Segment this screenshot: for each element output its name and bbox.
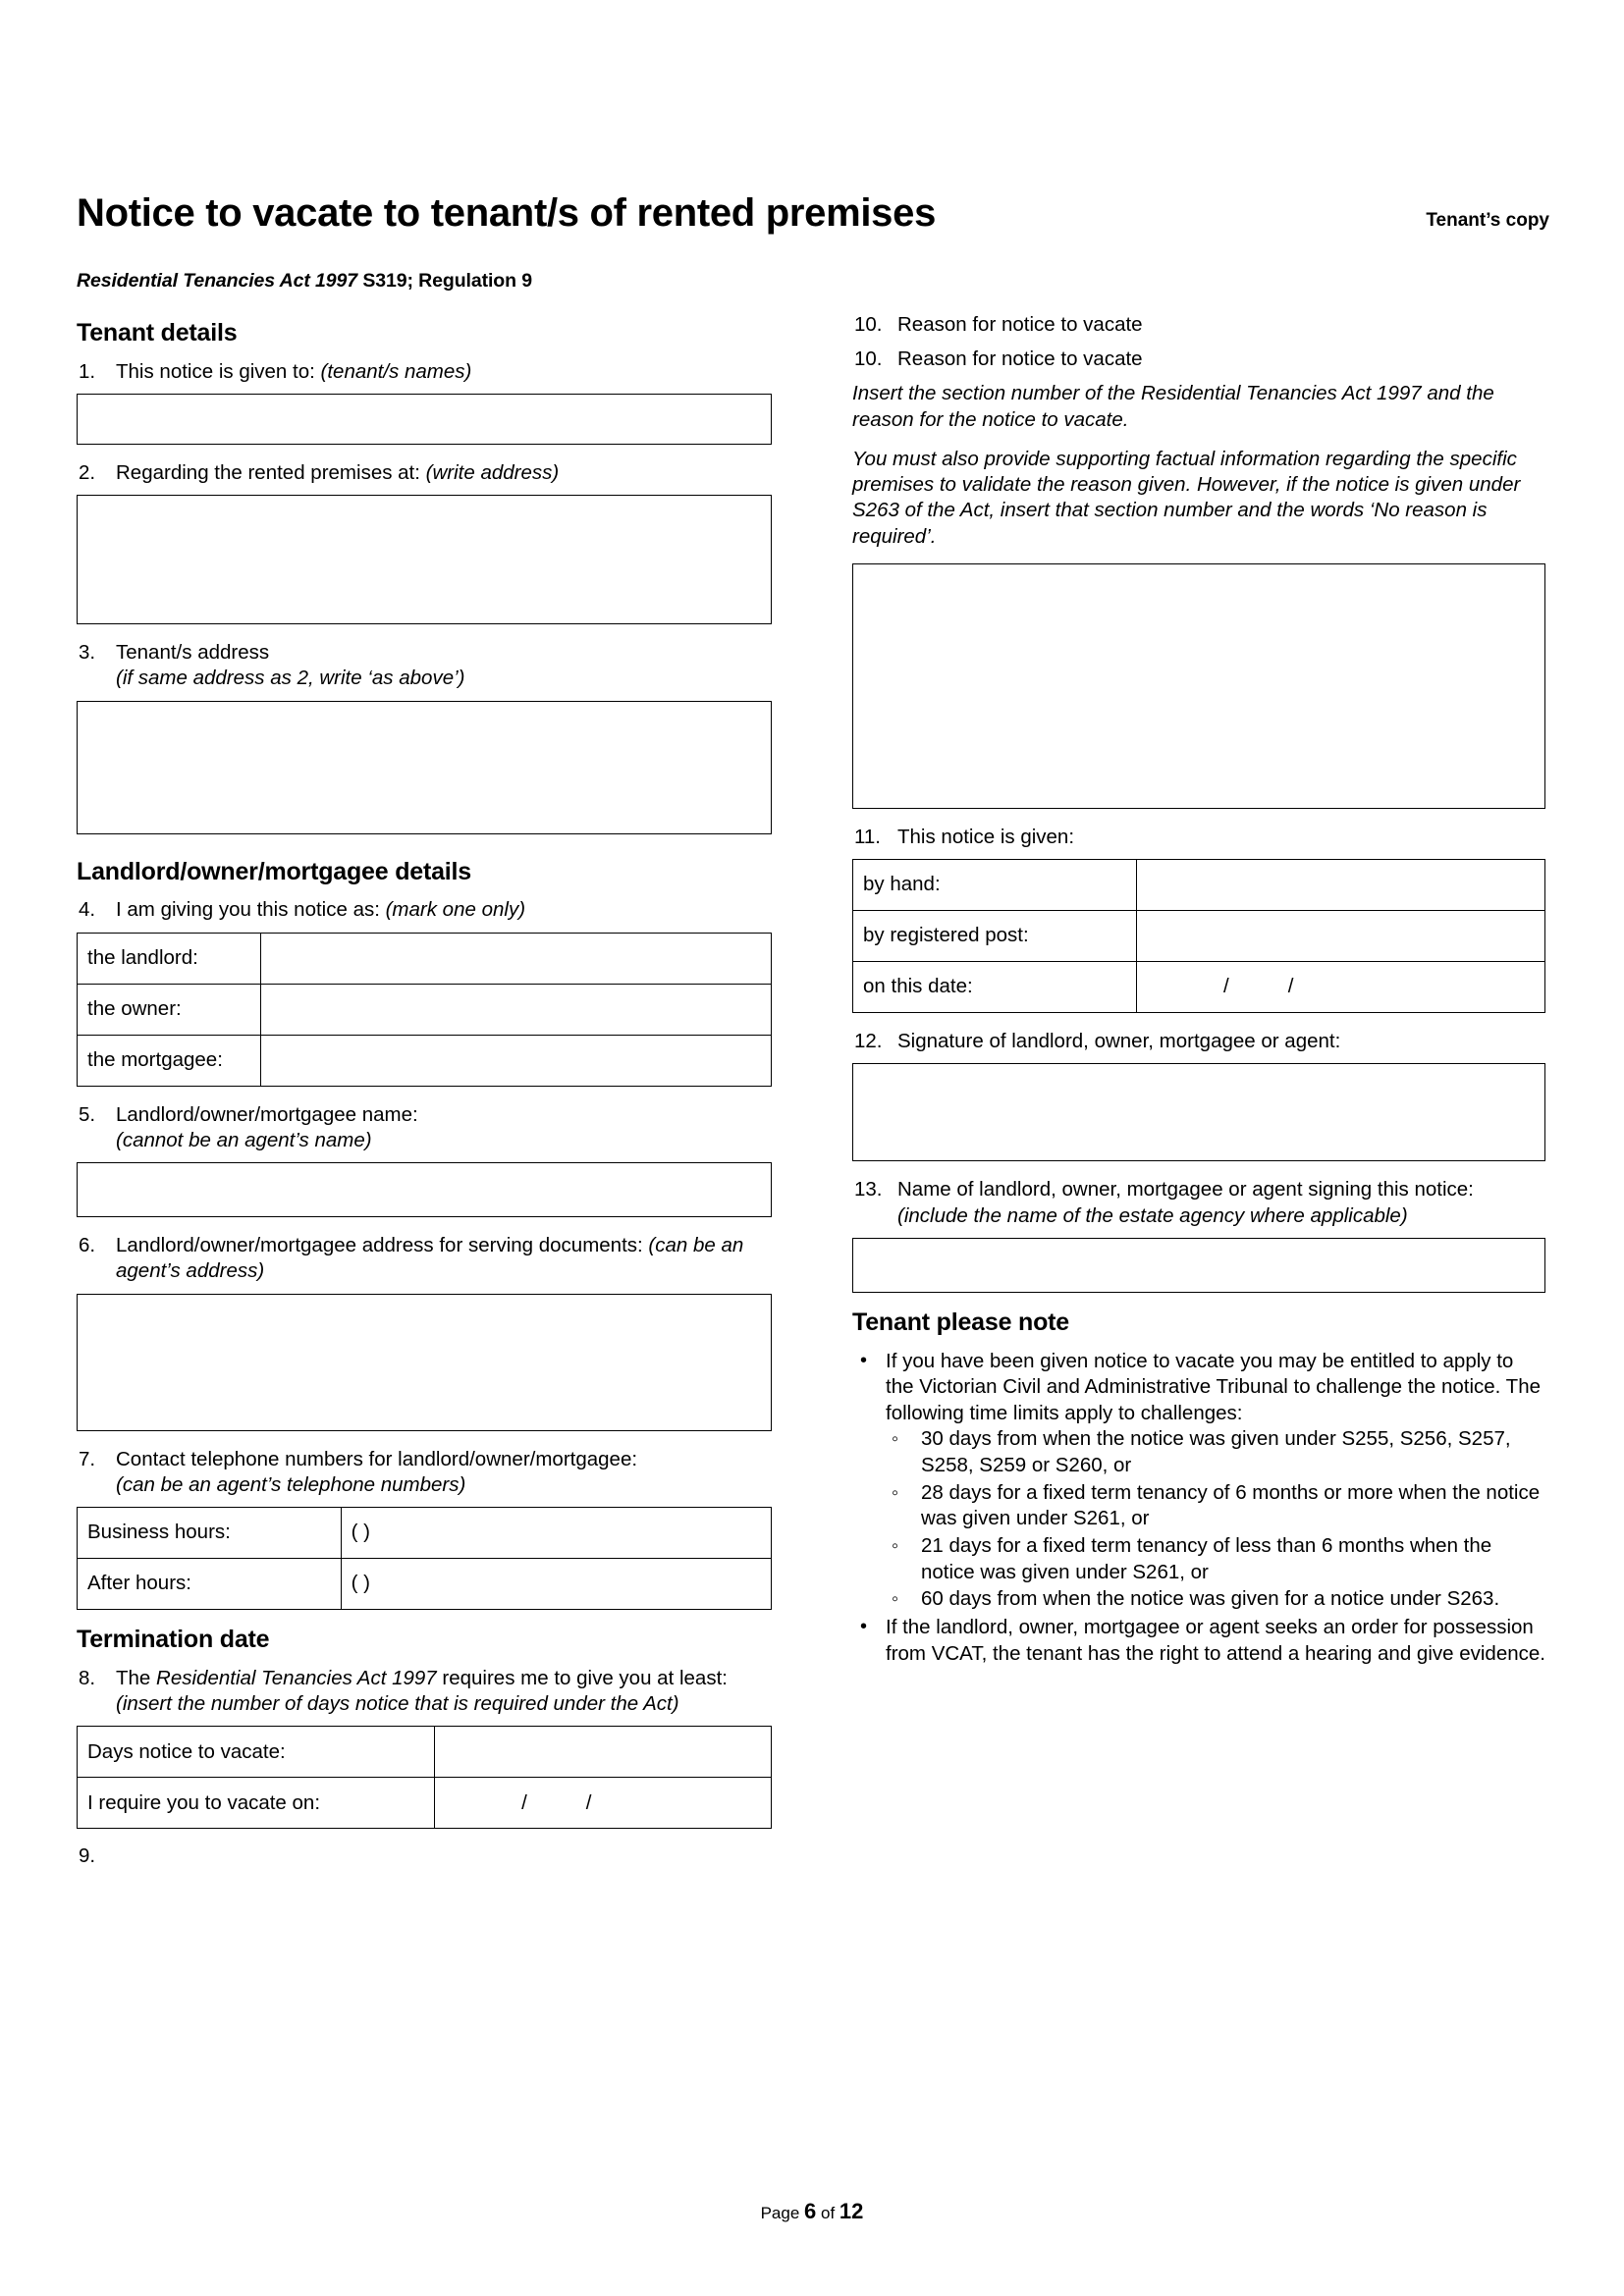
table-row xyxy=(853,911,1545,962)
input-landlord-service-address[interactable] xyxy=(77,1294,772,1431)
item-text: Landlord/owner/mortgagee address for serving documents: xyxy=(116,1234,649,1257)
item-text: I am giving you this notice as: xyxy=(116,898,386,922)
item-hint: (if same address as 2, write ‘as above’) xyxy=(116,667,465,690)
item-label: Reason for notice to vacate xyxy=(897,347,1143,371)
form-item-11 xyxy=(852,825,1545,850)
table-row xyxy=(78,1035,772,1086)
note-text: If you have been given notice to vacate you may be entitled to apply to the Victorian Civil and Administrative Tribunal to challenge the notice. The following time limits apply to challenges: xyxy=(886,1349,1542,1424)
row-label-mortgagee: the mortgagee: xyxy=(78,1035,261,1086)
form-item-10-a xyxy=(852,312,1545,338)
section-heading-tenant-details: Tenant details xyxy=(77,319,238,347)
item-hint: (can be an agent’s telephone numbers) xyxy=(116,1472,466,1496)
form-item-8 xyxy=(77,1666,772,1717)
form-item-3 xyxy=(77,640,772,691)
row-label-registered-post: by registered post: xyxy=(853,911,1137,962)
row-input-days-notice[interactable] xyxy=(435,1727,772,1778)
item-number: 10. xyxy=(854,347,883,371)
item-number: 3. xyxy=(79,641,96,665)
form-item-2 xyxy=(77,460,772,486)
item-text: Landlord/owner/mortgagee name: xyxy=(116,1102,418,1126)
item-number: 10. xyxy=(854,313,883,336)
table-row xyxy=(78,1727,772,1778)
item-hint: (mark one only) xyxy=(385,898,526,922)
item-number: 4. xyxy=(79,898,96,922)
row-label-days-notice: Days notice to vacate: xyxy=(78,1727,435,1778)
item-number: 6. xyxy=(79,1234,96,1257)
input-signer-name[interactable] xyxy=(852,1238,1545,1293)
item-hint: (write address) xyxy=(425,460,560,484)
form-item-12 xyxy=(852,1029,1545,1054)
item-hint: (insert the number of days notice that is required under the Act) xyxy=(116,1692,679,1716)
item-text-suffix: requires me to give you at least: xyxy=(436,1666,728,1689)
section-heading-landlord-details: Landlord/owner/mortgagee details xyxy=(77,857,471,885)
item-number: 5. xyxy=(79,1102,96,1126)
list-item: • If the landlord, owner, mortgagee or agent seeks an order for possession from VCAT, the tenant has the right to attend a hearing and give evidence. xyxy=(852,1615,1545,1667)
row-input-landlord[interactable] xyxy=(261,933,772,984)
table-row xyxy=(78,1559,772,1610)
item-text: This notice is given to: xyxy=(116,359,321,383)
item-text: Name of landlord, owner, mortgagee or agent signing this notice: xyxy=(897,1178,1474,1201)
form-item-13 xyxy=(852,1177,1545,1228)
date-slashes: / / xyxy=(1223,975,1294,998)
reason-instruction-1: Insert the section number of the Residential Tenancies Act 1997 and the reason for the notice to vacate. xyxy=(852,382,1494,431)
footer-page-word: Page xyxy=(760,2204,805,2222)
item-label xyxy=(897,1177,1545,1228)
row-label-landlord: the landlord: xyxy=(78,933,261,984)
row-label-after-hours: After hours: xyxy=(78,1559,342,1610)
row-input-registered-post[interactable] xyxy=(1137,911,1545,962)
form-item-10-b xyxy=(852,347,1545,372)
form-item-6 xyxy=(77,1233,772,1284)
row-label-business-hours: Business hours: xyxy=(78,1508,342,1559)
page-header xyxy=(77,192,1549,234)
list-item xyxy=(852,1349,1545,1613)
item-number: 12. xyxy=(854,1030,883,1053)
legislation-subtitle xyxy=(77,270,532,293)
item-label: Signature of landlord, owner, mortgagee or agent: xyxy=(897,1030,1341,1053)
item-number: 1. xyxy=(79,359,96,383)
tenant-notes-sublist xyxy=(886,1426,1545,1612)
item-number: 7. xyxy=(79,1447,96,1470)
item-label xyxy=(116,460,772,486)
item-text: Contact telephone numbers for landlord/owner/mortgagee: xyxy=(116,1447,638,1470)
list-item: ◦ 28 days for a fixed term tenancy of 6 months or more when the notice was given under S261, or xyxy=(886,1480,1545,1532)
act-name: Residential Tenancies Act 1997 xyxy=(77,270,358,292)
row-input-business-hours[interactable]: ( ) xyxy=(341,1508,771,1559)
footer-of-word: of xyxy=(816,2204,839,2222)
form-item-5 xyxy=(77,1102,772,1153)
copy-tag: Tenant’s copy xyxy=(1426,210,1549,231)
item-label xyxy=(116,1233,772,1284)
table-row xyxy=(853,860,1545,911)
form-item-4 xyxy=(77,897,772,923)
row-input-mortgagee[interactable] xyxy=(261,1035,772,1086)
item-number: 2. xyxy=(79,460,96,484)
input-landlord-name[interactable] xyxy=(77,1162,772,1217)
regulation-ref: S319; Regulation 9 xyxy=(357,270,532,292)
tenant-notes-list xyxy=(852,1349,1545,1668)
right-column xyxy=(852,312,1545,1669)
table-row xyxy=(853,962,1545,1013)
item-text: Regarding the rented premises at: xyxy=(116,460,426,484)
date-slashes: / / xyxy=(521,1790,592,1814)
list-item: ◦ 21 days for a fixed term tenancy of less than 6 months when the notice was given under S261, or xyxy=(886,1533,1545,1585)
item-label xyxy=(116,897,772,923)
item-act-name: Residential Tenancies Act 1997 xyxy=(156,1666,437,1689)
row-input-by-hand[interactable] xyxy=(1137,860,1545,911)
form-item-7 xyxy=(77,1447,772,1498)
list-item: ◦ 30 days from when the notice was given under S255, S256, S257, S258, S259 or S260, or xyxy=(886,1426,1545,1478)
item-label: This notice is given: xyxy=(897,825,1075,848)
input-reason-for-notice[interactable] xyxy=(852,563,1545,809)
table-row xyxy=(78,1508,772,1559)
page-footer xyxy=(0,2199,1624,2224)
row-label-by-hand: by hand: xyxy=(853,860,1137,911)
input-tenant-names[interactable] xyxy=(77,394,772,445)
page-title: Notice to vacate to tenant/s of rented premises xyxy=(77,191,937,235)
footer-page-number: 6 xyxy=(804,2199,817,2223)
item-label xyxy=(116,1447,772,1498)
item-number: 9. xyxy=(79,1844,96,1868)
section-heading-termination-date: Termination date xyxy=(77,1626,270,1654)
left-column xyxy=(77,319,772,1868)
row-label-vacate-on: I require you to vacate on: xyxy=(78,1778,435,1829)
reason-instruction-2: You must also provide supporting factual information regarding the specific premises to validate the reason given. However, if the notice is given under S263 of the Act, insert that section number and the words ‘No reason is required’. xyxy=(852,447,1521,548)
item-hint: (tenant/s names) xyxy=(320,359,472,383)
row-label-on-this-date: on this date: xyxy=(853,962,1137,1013)
item-hint: (cannot be an agent’s name) xyxy=(116,1128,372,1151)
table-row xyxy=(78,933,772,984)
table-termination xyxy=(77,1726,772,1829)
item-number: 13. xyxy=(854,1178,883,1201)
row-label-owner: the owner: xyxy=(78,984,261,1035)
input-signature[interactable] xyxy=(852,1063,1545,1161)
item-text: Tenant/s address xyxy=(116,641,270,665)
table-row xyxy=(78,984,772,1035)
form-item-9 xyxy=(77,1844,772,1868)
row-input-after-hours[interactable]: ( ) xyxy=(341,1559,771,1610)
item-number: 11. xyxy=(854,825,881,848)
table-mark-one xyxy=(77,933,772,1087)
table-telephone xyxy=(77,1507,772,1610)
footer-page-total: 12 xyxy=(839,2199,864,2223)
item-label xyxy=(116,1102,772,1153)
form-item-1 xyxy=(77,359,772,385)
input-premises-address[interactable] xyxy=(77,495,772,624)
item-number: 8. xyxy=(79,1666,96,1689)
item-label xyxy=(116,359,772,385)
row-input-on-this-date[interactable] xyxy=(1137,962,1545,1013)
item-hint: (include the name of the estate agency where applicable) xyxy=(897,1203,1408,1227)
item-label: Reason for notice to vacate xyxy=(897,313,1143,336)
table-row xyxy=(78,1778,772,1829)
input-tenant-address[interactable] xyxy=(77,701,772,834)
list-item: ◦ 60 days from when the notice was given for a notice under S263. xyxy=(886,1586,1545,1613)
section-heading-tenant-note: Tenant please note xyxy=(852,1308,1069,1336)
row-input-owner[interactable] xyxy=(261,984,772,1035)
item-label xyxy=(116,1666,772,1717)
row-input-vacate-on[interactable] xyxy=(435,1778,772,1829)
item-text-prefix: The xyxy=(116,1666,157,1689)
item-label xyxy=(116,640,772,691)
item-hint: (can be an agent’s address) xyxy=(116,1234,744,1283)
table-notice-given xyxy=(852,859,1545,1013)
